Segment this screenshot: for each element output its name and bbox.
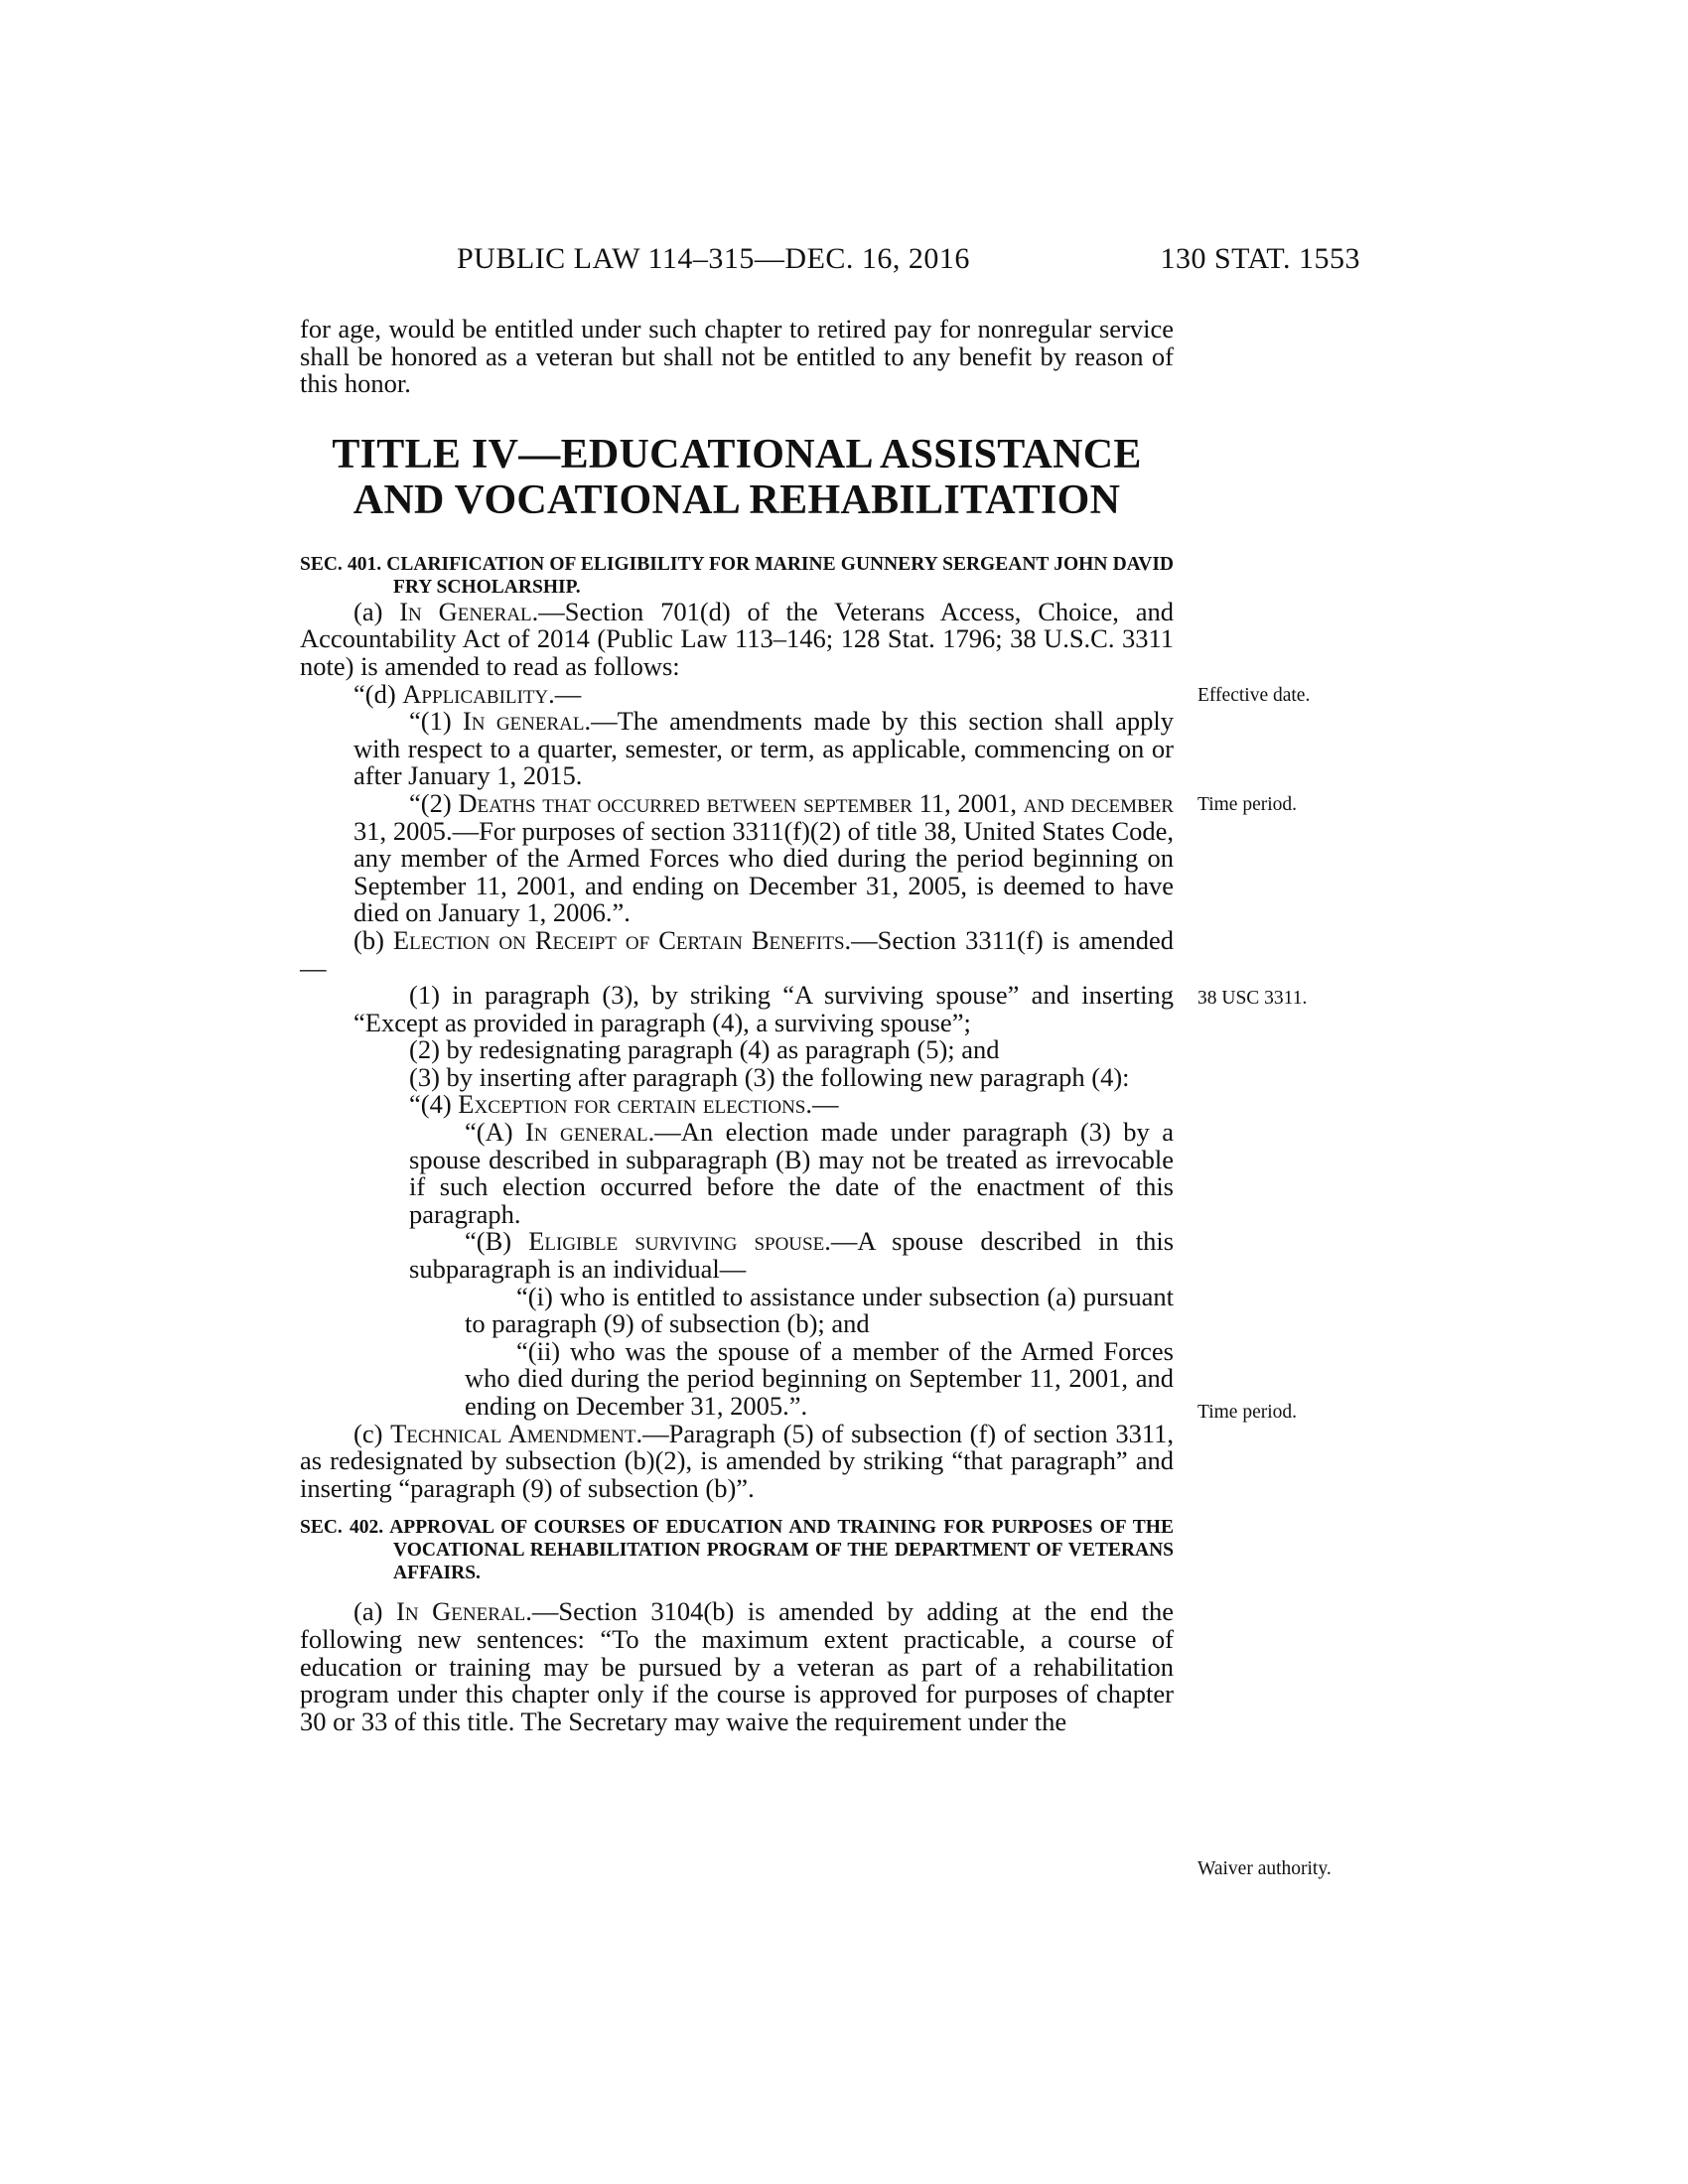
sec-401-b-1: (1) in paragraph (3), by striking “A surviving spouse” and inserting “Except as provided in paragraph (4), a surviving spouse”; bbox=[353, 980, 1174, 1037]
text: .—Section 3104(b) is amended by adding at the end the following new sentences: “To the maximum extent practicable, a course of education or training may be pursued by a veteran as part of a rehabilitation program under this chapter only if the course is approved for purposes of chapter 30 or 33 of this title. The Secretary may waive the requirement under the bbox=[300, 1596, 1174, 1736]
margin-note-38-usc: 38 USC 3311. bbox=[1197, 988, 1308, 1009]
caption: In General bbox=[399, 596, 532, 626]
caption: Applicability bbox=[402, 678, 549, 709]
text: .—Section 3311(f) is amended— bbox=[300, 924, 1174, 983]
running-header-page: 130 STAT. 1553 bbox=[1160, 242, 1360, 275]
sec-401-heading: SEC. 401. CLARIFICATION OF ELIGIBILITY FOR MARINE GUNNERY SERGEANT JOHN DAVID FRY SCHOLARSHIP. bbox=[300, 553, 1174, 598]
text: .— bbox=[548, 678, 582, 709]
label: “(A) bbox=[465, 1117, 525, 1148]
label: “(B) bbox=[465, 1226, 529, 1257]
caption: Deaths that occurred between september 11, 2001, and december 31, 2005 bbox=[353, 787, 1174, 846]
sec-402-heading: SEC. 402. APPROVAL OF COURSES OF EDUCATION AND TRAINING FOR PURPOSES OF THE VOCATIONAL REHABILITATION PROGRAM OF THE DEPARTMENT OF VETERANS AFFAIRS. bbox=[300, 1517, 1174, 1584]
sec-401-d-2 bbox=[300, 787, 1175, 928]
text: .— bbox=[805, 1089, 839, 1120]
sec-401-subsection-b bbox=[300, 924, 1174, 983]
margin-note-time-period-2: Time period. bbox=[1197, 1402, 1298, 1423]
running-header-law: PUBLIC LAW 114–315—DEC. 16, 2016 bbox=[457, 242, 970, 275]
caption: In General bbox=[396, 1596, 526, 1627]
text: .—The amendments made by this section shall apply with respect to a quarter, semester, or term, as applicable, commencing on or after January 1, 2015. bbox=[353, 706, 1175, 791]
margin-note-waiver-authority: Waiver authority. bbox=[1197, 1858, 1332, 1879]
text: .—A spouse described in this subparagraph is an individual— bbox=[409, 1226, 1175, 1285]
label: (a) bbox=[353, 1596, 396, 1627]
sec-401-d-1 bbox=[300, 708, 1174, 790]
sec-401-clause-i: “(i) who is entitled to assistance under subsection (a) pursuant to paragraph (9) of subsection (b); and bbox=[465, 1281, 1174, 1339]
text: .—For purposes of section 3311(f)(2) of title 38, United States Code, any member of the Armed Forces who died during the period beginning on September 11, 2001, and ending on December 31, 2005, is deemed to have died on January 1, 2006.”. bbox=[353, 815, 1175, 928]
margin-note-time-period-1: Time period. bbox=[1197, 794, 1298, 815]
sec-401-new-paragraph-4 bbox=[300, 1091, 1174, 1119]
title-heading bbox=[300, 432, 1174, 523]
sec-401-subsection-c bbox=[300, 1418, 1174, 1503]
text: .—An election made under paragraph (3) by a spouse described in subparagraph (B) may not be treated as irrevocable if such election occurred before the date of the enactment of this paragraph. bbox=[409, 1117, 1174, 1229]
label: “(2) bbox=[409, 787, 459, 818]
sec-401-paragraph-d bbox=[300, 678, 1174, 709]
label: (a) bbox=[353, 596, 400, 626]
caption: Exception for certain elections bbox=[458, 1089, 806, 1120]
caption: Eligible surviving spouse bbox=[528, 1226, 825, 1257]
margin-note-effective-date: Effective date. bbox=[1197, 685, 1311, 706]
caption: Technical Amendment bbox=[390, 1418, 636, 1448]
caption: In general bbox=[525, 1117, 648, 1148]
sec-401-subparagraph-b bbox=[300, 1228, 1174, 1283]
label: “(1) bbox=[409, 706, 463, 737]
caption: Election on Receipt of Certain Benefits bbox=[392, 924, 845, 955]
label: “(4) bbox=[409, 1089, 459, 1120]
text: .—Section 701(d) of the Veterans Access, Choice, and Accountability Act of 2014 (Public Law 113–146; 128 Stat. 1796; 38 U.S.C. 3311 note) is amended to read as follows: bbox=[300, 596, 1174, 681]
sec-401-clause-ii: “(ii) who was the spouse of a member of the Armed Forces who died during the period beginning on September 11, 2001, and ending on December 31, 2005.”. bbox=[465, 1335, 1174, 1421]
intro-paragraph: for age, would be entitled under such chapter to retired pay for nonregular service shall be honored as a veteran but shall not be entitled to any benefit by reason of this honor. bbox=[300, 314, 1174, 399]
label: (c) bbox=[353, 1418, 391, 1448]
page-body bbox=[300, 316, 1174, 1735]
sec-401-subparagraph-a bbox=[300, 1119, 1174, 1228]
title-line-1: TITLE IV—EDUCATIONAL ASSISTANCE bbox=[332, 431, 1142, 478]
sec-402-subsection-a bbox=[300, 1598, 1174, 1735]
title-line-2: AND VOCATIONAL REHABILITATION bbox=[352, 477, 1121, 523]
sec-401-subsection-a bbox=[300, 596, 1174, 681]
sec-401-b-2: (2) by redesignating paragraph (4) as paragraph (5); and bbox=[409, 1034, 1000, 1065]
label: (b) bbox=[353, 924, 393, 955]
caption: In general bbox=[462, 706, 585, 737]
sec-401-b-3: (3) by inserting after paragraph (3) the following new paragraph (4): bbox=[409, 1061, 1130, 1092]
text: .—Paragraph (5) of subsection (f) of section 3311, as redesignated by subsection (b)(2), is amended by striking “that paragraph” and inserting “paragraph (9) of subsection (b)”. bbox=[300, 1418, 1174, 1503]
label: “(d) bbox=[353, 678, 403, 709]
